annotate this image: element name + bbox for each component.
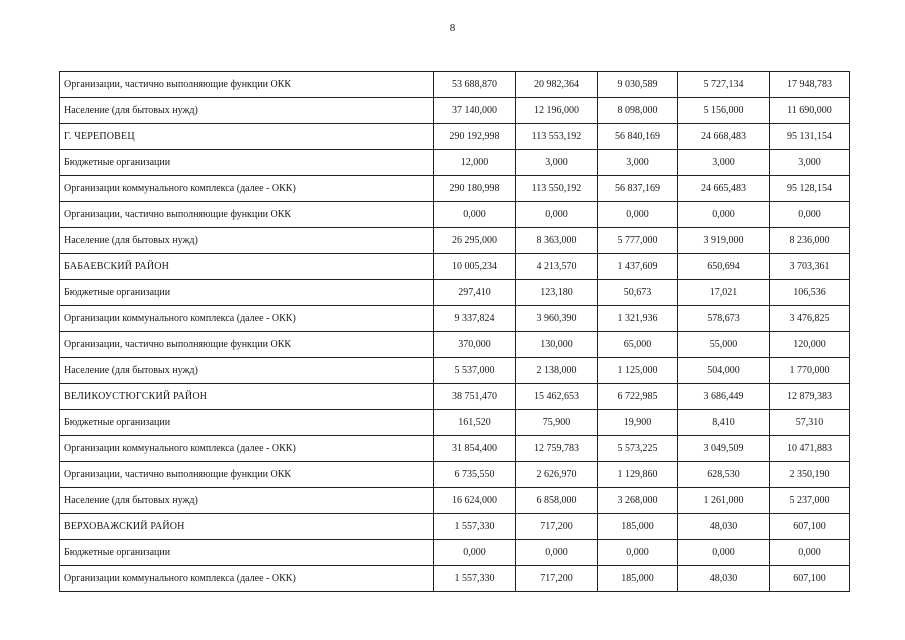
value-cell-3: 1 125,000 xyxy=(598,358,678,384)
district-row xyxy=(60,254,850,280)
value-cell-3: 3,000 xyxy=(598,150,678,176)
value-cell-4: 1 261,000 xyxy=(678,488,770,514)
value-cell-5: 8 236,000 xyxy=(770,228,850,254)
value-cell-3: 9 030,589 xyxy=(598,72,678,98)
value-cell-1: 12,000 xyxy=(434,150,516,176)
value-cell-4: 3 919,000 xyxy=(678,228,770,254)
row-label: Организации, частично выполняющие функции ОКК xyxy=(60,202,434,228)
value-cell-5: 57,310 xyxy=(770,410,850,436)
value-cell-1: 370,000 xyxy=(434,332,516,358)
value-cell-4: 3 686,449 xyxy=(678,384,770,410)
value-cell-3: 3 268,000 xyxy=(598,488,678,514)
value-cell-2: 15 462,653 xyxy=(516,384,598,410)
table-row xyxy=(60,176,850,202)
district-row xyxy=(60,384,850,410)
value-cell-5: 2 350,190 xyxy=(770,462,850,488)
row-label: Население (для бытовых нужд) xyxy=(60,228,434,254)
value-cell-4: 0,000 xyxy=(678,540,770,566)
row-label: ВЕЛИКОУСТЮГСКИЙ РАЙОН xyxy=(60,384,434,410)
table-row xyxy=(60,358,850,384)
value-cell-5: 0,000 xyxy=(770,540,850,566)
value-cell-2: 12 759,783 xyxy=(516,436,598,462)
value-cell-1: 53 688,870 xyxy=(434,72,516,98)
value-cell-2: 113 553,192 xyxy=(516,124,598,150)
value-cell-5: 3,000 xyxy=(770,150,850,176)
row-label: ВЕРХОВАЖСКИЙ РАЙОН xyxy=(60,514,434,540)
row-label: Организации, частично выполняющие функции ОКК xyxy=(60,462,434,488)
value-cell-4: 504,000 xyxy=(678,358,770,384)
value-cell-5: 607,100 xyxy=(770,514,850,540)
value-cell-2: 20 982,364 xyxy=(516,72,598,98)
value-cell-4: 48,030 xyxy=(678,514,770,540)
value-cell-5: 0,000 xyxy=(770,202,850,228)
value-cell-5: 10 471,883 xyxy=(770,436,850,462)
table-row xyxy=(60,436,850,462)
value-cell-3: 185,000 xyxy=(598,566,678,592)
row-label: Организации коммунального комплекса (далее - ОКК) xyxy=(60,306,434,332)
table-row xyxy=(60,72,850,98)
value-cell-2: 3,000 xyxy=(516,150,598,176)
page-number: 8 xyxy=(449,22,456,34)
value-cell-1: 16 624,000 xyxy=(434,488,516,514)
value-cell-2: 3 960,390 xyxy=(516,306,598,332)
value-cell-1: 26 295,000 xyxy=(434,228,516,254)
value-cell-1: 1 557,330 xyxy=(434,514,516,540)
value-cell-1: 31 854,400 xyxy=(434,436,516,462)
value-cell-4: 48,030 xyxy=(678,566,770,592)
value-cell-3: 0,000 xyxy=(598,202,678,228)
value-cell-2: 717,200 xyxy=(516,566,598,592)
value-cell-5: 607,100 xyxy=(770,566,850,592)
value-cell-3: 185,000 xyxy=(598,514,678,540)
value-cell-5: 5 237,000 xyxy=(770,488,850,514)
value-cell-4: 24 665,483 xyxy=(678,176,770,202)
row-label: Организации, частично выполняющие функции ОКК xyxy=(60,332,434,358)
value-cell-1: 1 557,330 xyxy=(434,566,516,592)
table-row xyxy=(60,228,850,254)
value-cell-1: 5 537,000 xyxy=(434,358,516,384)
value-cell-4: 17,021 xyxy=(678,280,770,306)
table-row xyxy=(60,488,850,514)
value-cell-5: 95 128,154 xyxy=(770,176,850,202)
value-cell-4: 24 668,483 xyxy=(678,124,770,150)
value-cell-4: 0,000 xyxy=(678,202,770,228)
value-cell-4: 55,000 xyxy=(678,332,770,358)
value-cell-1: 161,520 xyxy=(434,410,516,436)
value-cell-5: 1 770,000 xyxy=(770,358,850,384)
table-row xyxy=(60,410,850,436)
row-label: Население (для бытовых нужд) xyxy=(60,98,434,124)
value-cell-3: 5 573,225 xyxy=(598,436,678,462)
row-label: Организации, частично выполняющие функции ОКК xyxy=(60,72,434,98)
district-row xyxy=(60,514,850,540)
value-cell-3: 8 098,000 xyxy=(598,98,678,124)
value-cell-3: 6 722,985 xyxy=(598,384,678,410)
row-label: Население (для бытовых нужд) xyxy=(60,358,434,384)
value-cell-5: 120,000 xyxy=(770,332,850,358)
value-cell-3: 56 840,169 xyxy=(598,124,678,150)
value-cell-4: 5 156,000 xyxy=(678,98,770,124)
table-row xyxy=(60,98,850,124)
value-cell-4: 650,694 xyxy=(678,254,770,280)
value-cell-2: 12 196,000 xyxy=(516,98,598,124)
value-cell-2: 2 626,970 xyxy=(516,462,598,488)
value-cell-5: 106,536 xyxy=(770,280,850,306)
value-cell-4: 3,000 xyxy=(678,150,770,176)
value-cell-5: 3 476,825 xyxy=(770,306,850,332)
table-row xyxy=(60,462,850,488)
table-row xyxy=(60,566,850,592)
table-row xyxy=(60,332,850,358)
value-cell-2: 113 550,192 xyxy=(516,176,598,202)
value-cell-5: 11 690,000 xyxy=(770,98,850,124)
value-cell-2: 75,900 xyxy=(516,410,598,436)
table-row xyxy=(60,150,850,176)
row-label: Организации коммунального комплекса (далее - ОКК) xyxy=(60,436,434,462)
value-cell-3: 1 437,609 xyxy=(598,254,678,280)
value-cell-4: 5 727,134 xyxy=(678,72,770,98)
row-label: Население (для бытовых нужд) xyxy=(60,488,434,514)
row-label: Бюджетные организации xyxy=(60,280,434,306)
value-cell-3: 1 321,936 xyxy=(598,306,678,332)
row-label: Г. ЧЕРЕПОВЕЦ xyxy=(60,124,434,150)
value-cell-3: 1 129,860 xyxy=(598,462,678,488)
table-body xyxy=(60,72,850,592)
value-cell-1: 290 180,998 xyxy=(434,176,516,202)
row-label: Бюджетные организации xyxy=(60,540,434,566)
value-cell-5: 12 879,383 xyxy=(770,384,850,410)
value-cell-4: 578,673 xyxy=(678,306,770,332)
value-cell-3: 50,673 xyxy=(598,280,678,306)
value-cell-2: 0,000 xyxy=(516,202,598,228)
district-row xyxy=(60,124,850,150)
value-cell-2: 717,200 xyxy=(516,514,598,540)
value-cell-4: 8,410 xyxy=(678,410,770,436)
value-cell-2: 6 858,000 xyxy=(516,488,598,514)
value-cell-1: 9 337,824 xyxy=(434,306,516,332)
value-cell-1: 297,410 xyxy=(434,280,516,306)
value-cell-3: 0,000 xyxy=(598,540,678,566)
value-cell-2: 4 213,570 xyxy=(516,254,598,280)
table-row xyxy=(60,306,850,332)
row-label: Бюджетные организации xyxy=(60,150,434,176)
value-cell-1: 6 735,550 xyxy=(434,462,516,488)
value-cell-2: 130,000 xyxy=(516,332,598,358)
value-cell-1: 37 140,000 xyxy=(434,98,516,124)
value-cell-3: 65,000 xyxy=(598,332,678,358)
value-cell-3: 19,900 xyxy=(598,410,678,436)
table-row xyxy=(60,280,850,306)
table-row xyxy=(60,540,850,566)
value-cell-5: 3 703,361 xyxy=(770,254,850,280)
value-cell-1: 38 751,470 xyxy=(434,384,516,410)
value-cell-3: 5 777,000 xyxy=(598,228,678,254)
value-cell-1: 290 192,998 xyxy=(434,124,516,150)
value-cell-2: 2 138,000 xyxy=(516,358,598,384)
value-cell-4: 3 049,509 xyxy=(678,436,770,462)
value-cell-2: 0,000 xyxy=(516,540,598,566)
value-cell-2: 123,180 xyxy=(516,280,598,306)
value-cell-5: 95 131,154 xyxy=(770,124,850,150)
value-cell-2: 8 363,000 xyxy=(516,228,598,254)
value-cell-4: 628,530 xyxy=(678,462,770,488)
value-cell-5: 17 948,783 xyxy=(770,72,850,98)
row-label: Бюджетные организации xyxy=(60,410,434,436)
data-table xyxy=(59,71,850,592)
row-label: БАБАЕВСКИЙ РАЙОН xyxy=(60,254,434,280)
value-cell-1: 0,000 xyxy=(434,540,516,566)
table-row xyxy=(60,202,850,228)
value-cell-1: 10 005,234 xyxy=(434,254,516,280)
value-cell-3: 56 837,169 xyxy=(598,176,678,202)
row-label: Организации коммунального комплекса (далее - ОКК) xyxy=(60,176,434,202)
value-cell-1: 0,000 xyxy=(434,202,516,228)
row-label: Организации коммунального комплекса (далее - ОКК) xyxy=(60,566,434,592)
